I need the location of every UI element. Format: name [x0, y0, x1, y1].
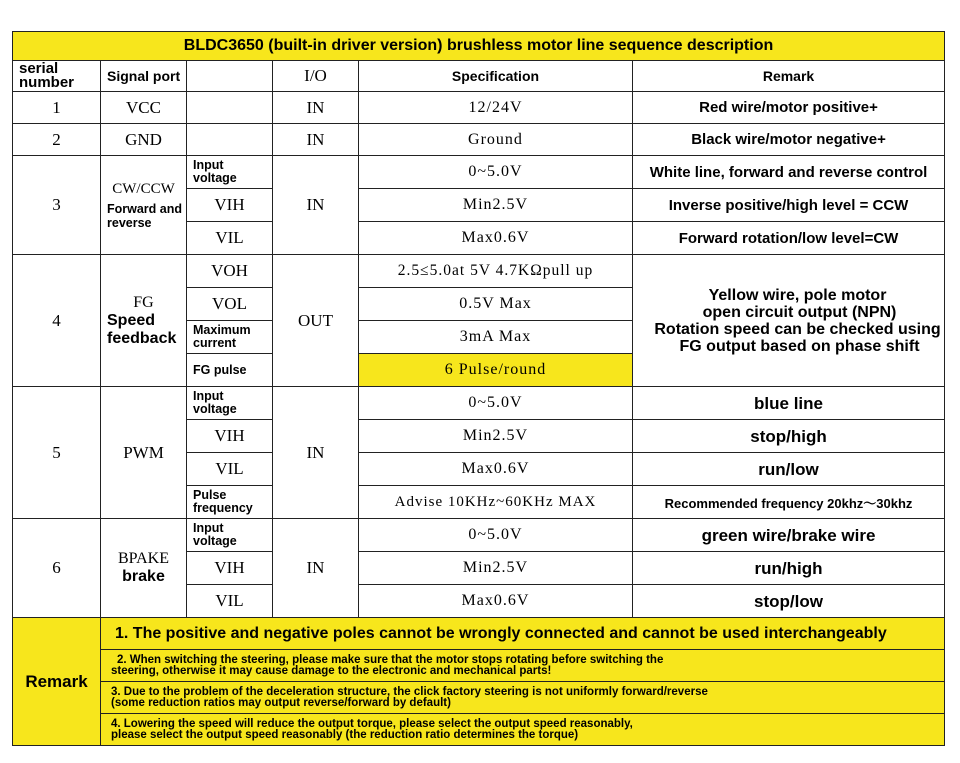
table-row: [13, 255, 945, 288]
header-row: [13, 61, 945, 92]
spec-value: 12/24V: [359, 92, 633, 124]
spec-value: Min2.5V: [359, 552, 633, 585]
remark-value: green wire/brake wire: [633, 519, 945, 552]
sub-signal: VIH: [187, 420, 273, 453]
signal-port: VCC: [101, 92, 187, 124]
serial-number: 1: [13, 92, 101, 124]
notes-row: [13, 682, 945, 714]
sub-signal: VOH: [187, 255, 273, 288]
serial-number: 5: [13, 387, 101, 519]
table-row: [13, 124, 945, 156]
sub-signal: Input voltage: [187, 519, 273, 552]
line-sequence-table: [12, 31, 945, 746]
signal-port: BPAKE brake: [101, 519, 187, 618]
serial-number: 3: [13, 156, 101, 255]
io-value: IN: [273, 92, 359, 124]
sub-signal: VIH: [187, 189, 273, 222]
remark-value: Forward rotation/low level=CW: [633, 222, 945, 255]
header-signal-port: Signal port: [101, 61, 187, 92]
header-remark: Remark: [633, 61, 945, 92]
spec-value: Min2.5V: [359, 189, 633, 222]
spec-value: Ground: [359, 124, 633, 156]
table-row: [13, 519, 945, 552]
table-row: [13, 156, 945, 189]
note-2: 2. When switching the steering, please make sure that the motor stops rotating before switching the steering, otherwise it may cause damage to the electronic and mechanical parts!: [101, 650, 945, 682]
sub-signal: VIL: [187, 453, 273, 486]
io-value: OUT: [273, 255, 359, 387]
serial-number: 6: [13, 519, 101, 618]
note-4: 4. Lowering the speed will reduce the output torque, please select the output speed reasonably, please select the output speed reasonably (the reduction ratio determines the torque): [101, 714, 945, 746]
remark-value: stop/low: [633, 585, 945, 618]
header-serial-number: serial number: [13, 61, 101, 92]
remark-value: Inverse positive/high level = CCW: [633, 189, 945, 222]
remark-value: blue line: [633, 387, 945, 420]
serial-number: 2: [13, 124, 101, 156]
remark-value: Recommended frequency 20khz～30khz: [633, 486, 945, 519]
header-specification: Specification: [359, 61, 633, 92]
sub-signal-empty: [187, 92, 273, 124]
remark-value: stop/high: [633, 420, 945, 453]
spec-value: 0.5V Max: [359, 288, 633, 321]
remark-value: run/low: [633, 453, 945, 486]
io-value: IN: [273, 387, 359, 519]
io-value: IN: [273, 124, 359, 156]
sub-signal: Pulse frequency: [187, 486, 273, 519]
spec-value-highlight: 6 Pulse/round: [359, 354, 633, 387]
sub-signal: VOL: [187, 288, 273, 321]
spec-value: Max0.6V: [359, 585, 633, 618]
serial-number: 4: [13, 255, 101, 387]
sub-signal-empty: [187, 124, 273, 156]
spec-value: 0~5.0V: [359, 156, 633, 189]
sub-signal: Maximum current: [187, 321, 273, 354]
sub-signal: VIL: [187, 585, 273, 618]
spec-value: Max0.6V: [359, 222, 633, 255]
note-3: 3. Due to the problem of the deceleration structure, the click factory steering is not uniformly forward/reverse (some reduction ratios may output reverse/forward by default): [101, 682, 945, 714]
remark-value: Red wire/motor positive+: [633, 92, 945, 124]
table-row: [13, 387, 945, 420]
notes-label: Remark: [13, 618, 101, 746]
spec-value: 2.5≤5.0at 5V 4.7KΩpull up: [359, 255, 633, 288]
spec-value: 3mA Max: [359, 321, 633, 354]
signal-port: CW/CCW Forward and reverse: [101, 156, 187, 255]
signal-port: PWM: [101, 387, 187, 519]
io-value: IN: [273, 156, 359, 255]
notes-row: [13, 650, 945, 682]
fg-remark: Yellow wire, pole motor open circuit output (NPN) Rotation speed can be checked using FG output based on phase shift: [633, 255, 945, 387]
remark-value: Black wire/motor negative+: [633, 124, 945, 156]
io-value: IN: [273, 519, 359, 618]
spec-value: Advise 10KHz~60KHz MAX: [359, 486, 633, 519]
sub-signal: Input voltage: [187, 387, 273, 420]
table-title: BLDC3650 (built-in driver version) brushless motor line sequence description: [13, 32, 945, 61]
title-row: [13, 32, 945, 61]
note-1: 1. The positive and negative poles cannot be wrongly connected and cannot be used interchangeably: [101, 618, 945, 650]
spec-value: Max0.6V: [359, 453, 633, 486]
sub-signal: Input voltage: [187, 156, 273, 189]
sub-signal: VIH: [187, 552, 273, 585]
header-io: I/O: [273, 61, 359, 92]
table-row: [13, 92, 945, 124]
sub-signal: FG pulse: [187, 354, 273, 387]
signal-port: GND: [101, 124, 187, 156]
spec-value: 0~5.0V: [359, 387, 633, 420]
notes-row: [13, 618, 945, 650]
remark-value: run/high: [633, 552, 945, 585]
remark-value: White line, forward and reverse control: [633, 156, 945, 189]
sub-signal: VIL: [187, 222, 273, 255]
header-empty: [187, 61, 273, 92]
notes-row: [13, 714, 945, 746]
spec-value: 0~5.0V: [359, 519, 633, 552]
spec-value: Min2.5V: [359, 420, 633, 453]
signal-port: FG Speed feedback: [101, 255, 187, 387]
